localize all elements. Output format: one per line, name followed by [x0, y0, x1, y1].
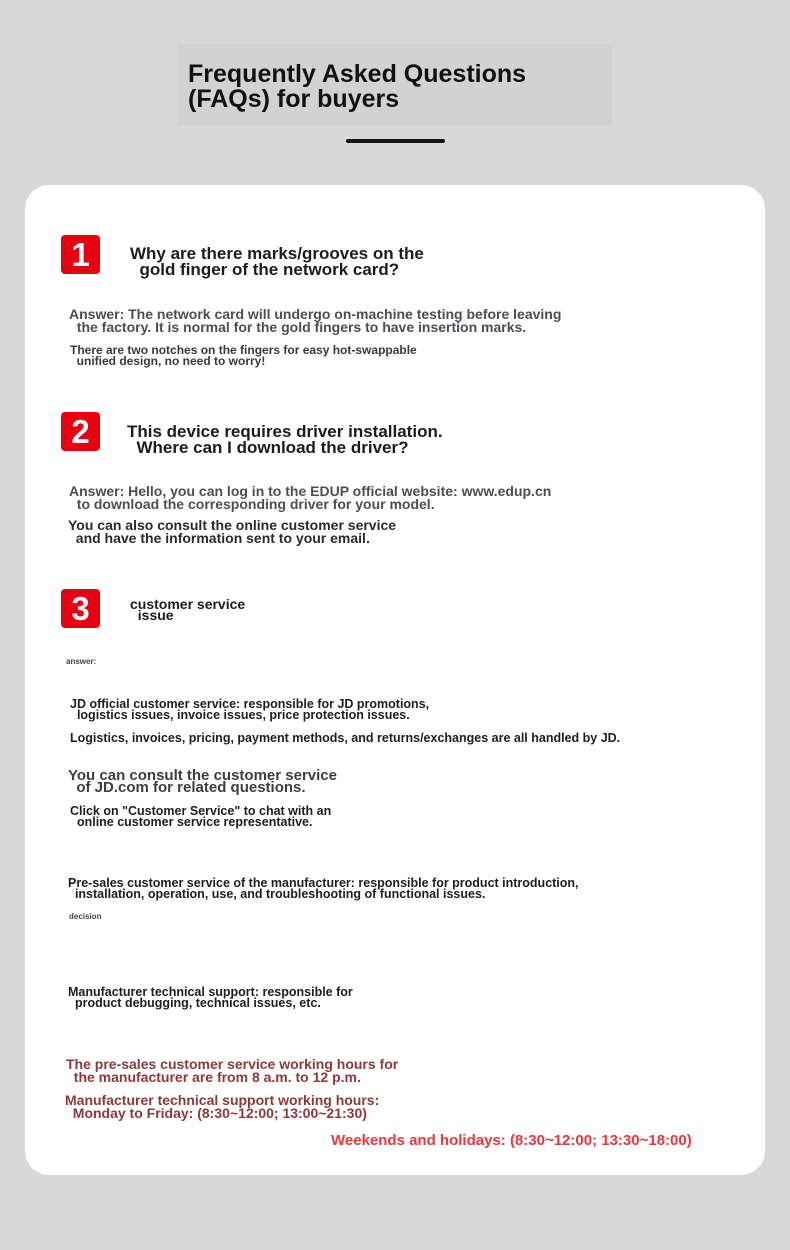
jd-consult-text: You can consult the customer service of JD.com for related questions. — [68, 767, 337, 796]
title-underline — [346, 139, 445, 143]
jd-handles-text: Logistics, invoices, pricing, payment methods, and returns/exchanges are all handled by JD. — [70, 731, 621, 745]
decision-label: decision — [69, 912, 102, 921]
faq-answer: Answer: Hello, you can log in to the EDUP official website: www.edup.cn to download the corresponding driver for your model. — [69, 483, 552, 512]
jd-click-text: Click on "Customer Service" to chat with an online customer service representative. — [70, 804, 332, 829]
jd-service-text: JD official customer service: responsible for JD promotions, logistics issues, invoice issues, price protection issues. — [70, 697, 430, 722]
faq-note: There are two notches on the fingers for easy hot-swappable unified design, no need to worry! — [70, 343, 417, 368]
faq-answer: Answer: The network card will undergo on-machine testing before leaving the factory. It is normal for the gold fingers to have insertion marks. — [69, 306, 562, 335]
page-title: Frequently Asked Questions (FAQs) for buyers — [188, 60, 527, 113]
answer-label: answer: — [66, 657, 97, 666]
tech-support-text: Manufacturer technical support: responsible for product debugging, technical issues, etc. — [68, 985, 353, 1010]
tech-hours: Manufacturer technical support working hours: Monday to Friday: (8:30~12:00; 13:00~21:30) — [65, 1092, 380, 1121]
weekend-hours: Weekends and holidays: (8:30~12:00; 13:30~18:00) — [331, 1132, 692, 1149]
faq-question: This device requires driver installation. Where can I download the driver? — [127, 422, 443, 457]
faq-number-badge: 3 — [61, 589, 100, 628]
faq-question: customer service issue — [130, 596, 246, 623]
faq-number-badge: 2 — [61, 412, 100, 451]
presales-hours: The pre-sales customer service working hours for the manufacturer are from 8 a.m. to 12 p.m. — [66, 1056, 399, 1085]
faq-number-badge: 1 — [61, 235, 100, 274]
faq-question: Why are there marks/grooves on the gold finger of the network card? — [130, 244, 424, 279]
presales-text: Pre-sales customer service of the manufacturer: responsible for product introduction, installation, operation, use, and troubleshooting of functional issues. — [68, 876, 579, 901]
faq-note: You can also consult the online customer service and have the information sent to your email. — [68, 517, 397, 546]
